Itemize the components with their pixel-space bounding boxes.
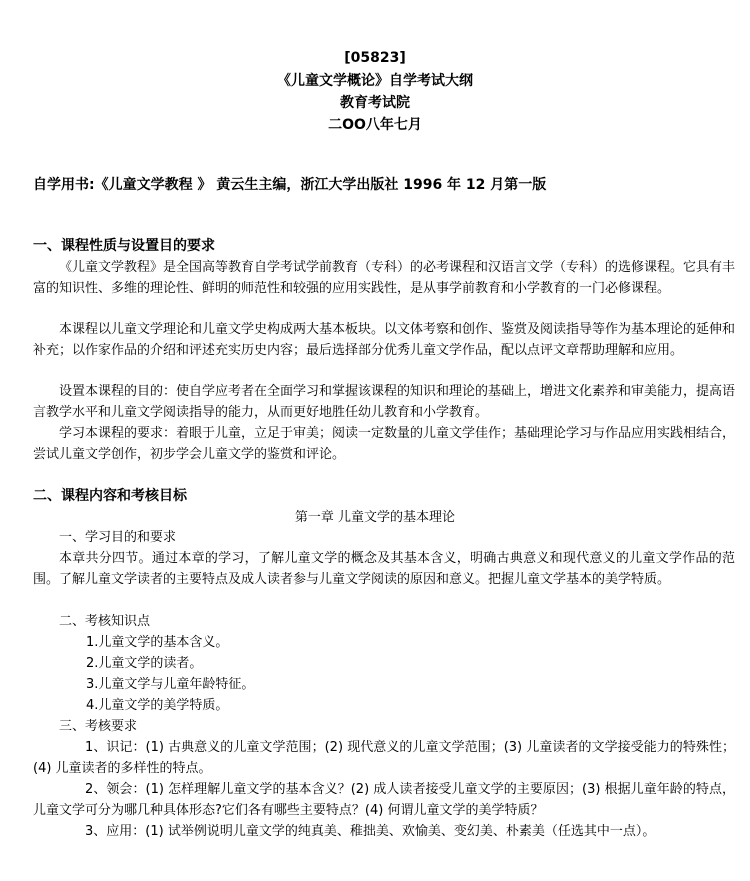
textbook-info: 自学用书:《儿童文学教程 》 黄云生主编，浙江大学出版社 1996 年 12 月第一版 [33,177,547,193]
issuing-organization: 教育考试院 [340,95,410,111]
requirement-memorize: 1、识记：(1) 古典意义的儿童文学范围；(2) 现代意义的儿童文学范围；(3) 儿童读者的文学接受能力的特殊性；(4) 儿童读者的多样性的特点。 [33,740,735,776]
section-1-paragraph-4: 学习本课程的要求：着眼于儿童，立足于审美；阅读一定数量的儿童文学佳作；基础理论学习与作品应用实践相结合，尝试儿童文学创作，初步学会儿童文学的鉴赏和评论。 [33,426,736,462]
requirement-apply: 3、应用：(1) 试举例说明儿童文学的纯真美、稚拙美、欢愉美、变幻美、朴素美（任选其中一点）。 [85,824,656,839]
requirement-understand: 2、领会：(1) 怎样理解儿童文学的基本含义？(2) 成人读者接受儿童文学的主要原因；(3) 根据儿童年龄的特点，儿童文学可分为哪几种具体形态?它们各有哪些主要特点？(4) 何谓儿童文学的美学特质？ [33,782,735,818]
knowledge-point: 1.儿童文学的基本含义。 [86,635,229,650]
issue-date: 二OO八年七月 [328,117,422,133]
document-title: 《儿童文学概论》自学考试大纲 [277,73,473,89]
subsection-knowledge-points: 二、考核知识点 [59,614,151,629]
section-1-paragraph-2: 本课程以儿童文学理论和儿童文学史构成两大基本板块。以文体考察和创作、鉴赏及阅读指导等作为基本理论的延伸和补充；以作家作品的介绍和评述充实历史内容；最后选择部分优秀儿童文学作品，配以点评文章帮助理解和应用。 [33,322,736,358]
knowledge-point: 2.儿童文学的读者。 [86,656,203,671]
course-code: [05823] [344,50,406,66]
learning-goals-text: 本章共分四节。通过本章的学习，了解儿童文学的概念及其基本含义，明确古典意义和现代意义的儿童文学作品的范围。了解儿童文学读者的主要特点及成人读者参与儿童文学阅读的原因和意义。把握儿童文学基本的美学特质。 [33,551,735,587]
knowledge-point: 4.儿童文学的美学特质。 [86,698,229,713]
section-1-heading: 一、课程性质与设置目的要求 [33,238,215,254]
section-1-paragraph-3: 设置本课程的目的：使自学应考者在全面学习和掌握该课程的知识和理论的基础上，增进文化素养和审美能力，提高语言教学水平和儿童文学阅读指导的能力，从而更好地胜任幼儿教育和小学教育。 [33,384,736,420]
chapter-1-title: 第一章 儿童文学的基本理论 [294,510,456,525]
subsection-exam-requirements: 三、考核要求 [59,719,138,734]
knowledge-point: 3.儿童文学与儿童年龄特征。 [86,677,255,692]
section-1-paragraph-1: 《儿童文学教程》是全国高等教育自学考试学前教育（专科）的必考课程和汉语言文学（专科）的选修课程。它具有丰富的知识性、多维的理论性、鲜明的师范性和较强的应用实践性，是从事学前教育和小学教育的一门必修课程。 [33,260,736,296]
section-2-heading: 二、课程内容和考核目标 [33,488,187,504]
subsection-learning-goals: 一、学习目的和要求 [59,530,177,545]
